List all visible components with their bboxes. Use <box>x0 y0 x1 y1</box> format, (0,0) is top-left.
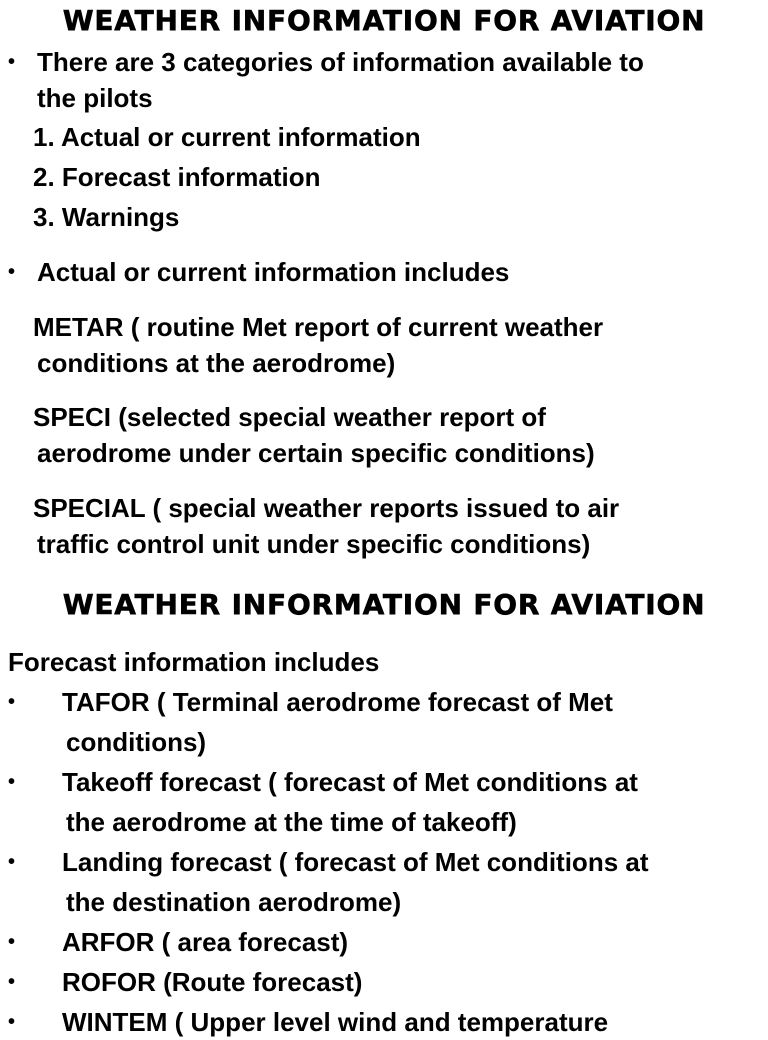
intro-line-1: There are 3 categories of information available to <box>37 47 644 77</box>
report-special-line-1: SPECIAL ( special weather reports issued to air <box>33 493 620 523</box>
forecast-item-wintem: WINTEM ( Upper level wind and temperature <box>62 1007 609 1037</box>
report-metar-line-2: conditions at the aerodrome) <box>37 348 396 378</box>
intro-line-2: the pilots <box>37 83 153 113</box>
bullet-dot: • <box>8 1011 16 1033</box>
forecast-item-arfor: ARFOR ( area forecast) <box>62 927 349 957</box>
bullet-dot: • <box>8 851 16 873</box>
forecast-item-tafor-line-1: TAFOR ( Terminal aerodrome forecast of Met <box>62 687 613 717</box>
forecast-item-takeoff-line-2: the aerodrome at the time of takeoff) <box>66 807 517 837</box>
report-special-line-2: traffic control unit under specific conditions) <box>37 529 591 559</box>
forecast-item-tafor-line-2: conditions) <box>66 727 207 757</box>
forecast-item-takeoff-line-1: Takeoff forecast ( forecast of Met conditions at <box>62 767 638 797</box>
forecast-item-landing-line-1: Landing forecast ( forecast of Met conditions at <box>62 847 649 877</box>
category-item-2: 2. Forecast information <box>33 162 321 192</box>
forecast-item-landing-line-2: the destination aerodrome) <box>66 887 402 917</box>
slide-2 <box>0 580 768 1037</box>
bullet-dot: • <box>8 51 16 73</box>
bullet-dot: • <box>8 931 16 953</box>
slide-2-title: WEATHER INFORMATION FOR AVIATION <box>62 588 706 621</box>
report-metar-line-1: METAR ( routine Met report of current weather <box>33 312 604 342</box>
bullet-dot: • <box>8 261 16 283</box>
report-speci-line-1: SPECI (selected special weather report of <box>33 402 546 432</box>
category-item-1: 1. Actual or current information <box>33 122 421 152</box>
bullet-dot: • <box>8 691 16 713</box>
forecast-heading: Forecast information includes <box>8 647 380 677</box>
bullet-dot: • <box>8 771 16 793</box>
category-item-3: 3. Warnings <box>33 202 180 232</box>
bullet-dot: • <box>8 971 16 993</box>
report-speci-line-2: aerodrome under certain specific conditions) <box>37 438 595 468</box>
slide-1-title: WEATHER INFORMATION FOR AVIATION <box>62 4 706 37</box>
forecast-item-rofor: ROFOR (Route forecast) <box>62 967 363 997</box>
actual-heading: Actual or current information includes <box>37 257 510 287</box>
